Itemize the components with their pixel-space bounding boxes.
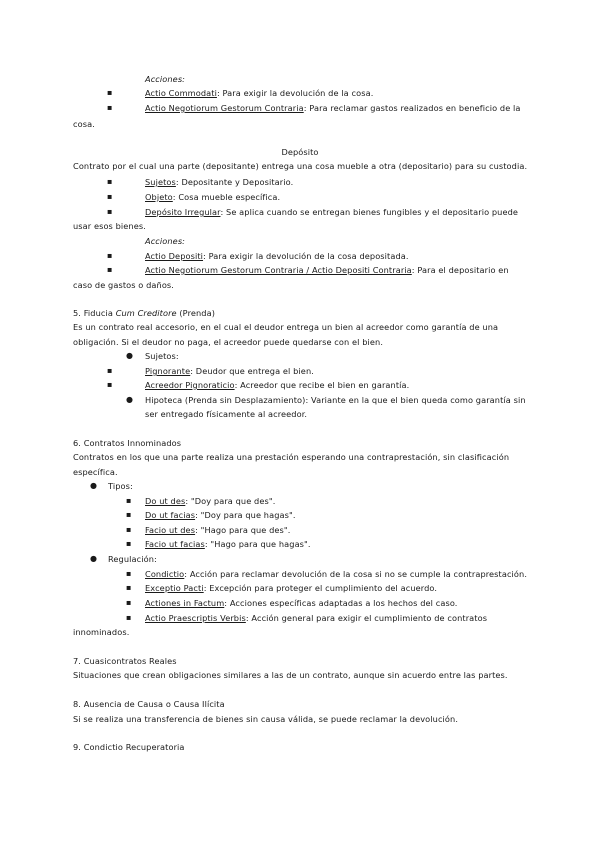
- bullet-square: ▪: [126, 496, 132, 505]
- term-acreedor-pignoraticio: Acreedor Pignoraticio: [145, 380, 235, 390]
- hipoteca-text: Hipoteca (Prenda sin Desplazamiento): Variante en la que el bien queda como garantía sin: [145, 395, 526, 405]
- heading-prefix: 5. Fiducia: [73, 308, 116, 318]
- bullet-dot: ●: [90, 481, 97, 490]
- list-item: [145, 251, 409, 261]
- bullet-square: ▪: [126, 598, 132, 607]
- heading-suffix: (Prenda): [176, 308, 215, 318]
- term-sujetos: Sujetos: [145, 177, 176, 187]
- bullet-dot: ●: [126, 351, 133, 360]
- list-item: [145, 539, 311, 549]
- cuasicontratos-definition: Situaciones que crean obligaciones similares a las de un contrato, aunque sin acuerdo entre las partes.: [73, 670, 508, 680]
- condictio-heading: 9. Condictio Recuperatoria: [73, 742, 185, 752]
- bullet-square: ▪: [126, 539, 132, 548]
- acciones-label: Acciones:: [145, 236, 186, 246]
- list-item: [145, 265, 509, 275]
- item-text: : Para exigir la devolución de la cosa.: [216, 88, 374, 98]
- term-deposito-irregular: Depósito Irregular: [145, 207, 221, 217]
- list-item: [145, 525, 290, 535]
- item-text: : Cosa mueble específica.: [172, 192, 281, 202]
- list-item: [145, 192, 280, 202]
- term-actio-praescriptis-verbis: Actio Praescriptis Verbis: [145, 613, 246, 623]
- item-text: : "Doy para que des".: [185, 496, 276, 506]
- innominados-definition-cont: específica.: [73, 467, 118, 477]
- term-actio-depositi-contraria: Actio Negotiorum Gestorum Contraria / Actio Depositi Contraria: [145, 265, 412, 275]
- term-facio-ut-facias: Facio ut facias: [145, 539, 205, 549]
- list-item: [145, 207, 518, 217]
- innominados-definition: Contratos en los que una parte realiza una prestación esperando una contraprestación, sin clasificación: [73, 452, 510, 462]
- bullet-square: ▪: [107, 192, 113, 201]
- bullet-square: ▪: [126, 525, 132, 534]
- cuasicontratos-heading: 7. Cuasicontratos Reales: [73, 656, 177, 666]
- bullet-square: ▪: [107, 88, 113, 97]
- item-text: : "Doy para que hagas".: [195, 510, 296, 520]
- item-continuation: cosa.: [73, 119, 95, 129]
- item-text: : "Hago para que hagas".: [204, 539, 311, 549]
- term-actiones-in-factum: Actiones in Factum: [145, 598, 225, 608]
- ausencia-definition: Si se realiza una transferencia de bienes sin causa válida, se puede reclamar la devolución.: [73, 714, 459, 724]
- bullet-square: ▪: [107, 207, 113, 216]
- term-pignorante: Pignorante: [145, 366, 191, 376]
- ausencia-heading: 8. Ausencia de Causa o Causa Ilícita: [73, 699, 225, 709]
- deposito-title: Depósito: [281, 147, 319, 157]
- fiducia-definition-cont: obligación. Si el deudor no paga, el acreedor puede quedarse con el bien.: [73, 337, 384, 347]
- item-text: : Depositante y Depositario.: [175, 177, 294, 187]
- item-text: : Para exigir la devolución de la cosa depositada.: [203, 251, 409, 261]
- bullet-square: ▪: [107, 251, 113, 260]
- term-actio-commodati: Actio Commodati: [145, 88, 217, 98]
- list-item: [145, 177, 293, 187]
- term-actio-negotiorum: Actio Negotiorum Gestorum Contraria: [145, 103, 304, 113]
- bullet-square: ▪: [107, 380, 113, 389]
- list-item: [145, 380, 409, 390]
- item-continuation: caso de gastos o daños.: [73, 280, 174, 290]
- deposito-definition: Contrato por el cual una parte (depositante) entrega una cosa mueble a otra (depositario) para su custodia.: [73, 161, 528, 171]
- bullet-square: ▪: [126, 569, 132, 578]
- bullet-square: ▪: [107, 265, 113, 274]
- list-item: [145, 510, 296, 520]
- bullet-square: ▪: [107, 103, 113, 112]
- bullet-square: ▪: [107, 366, 113, 375]
- item-text: : Excepción para proteger el cumplimiento del acuerdo.: [203, 583, 438, 593]
- hipoteca-text-cont: ser entregado físicamente al acreedor.: [145, 409, 308, 419]
- list-item: [145, 598, 458, 608]
- fiducia-definition: Es un contrato real accesorio, en el cual el deudor entrega un bien al acreedor como garantía de una: [73, 322, 499, 332]
- tipos-label: Tipos:: [108, 481, 133, 491]
- fiducia-heading: [73, 308, 215, 318]
- heading-italic: Cum Creditore: [115, 308, 177, 318]
- term-do-ut-des: Do ut des: [145, 496, 186, 506]
- item-text: : Se aplica cuando se entregan bienes fungibles y el depositario puede: [220, 207, 519, 217]
- term-actio-depositi: Actio Depositi: [145, 251, 204, 261]
- item-continuation: innominados.: [73, 627, 130, 637]
- innominados-heading: 6. Contratos Innominados: [73, 438, 182, 448]
- list-item: [145, 103, 521, 113]
- item-text: : Acciones específicas adaptadas a los hechos del caso.: [224, 598, 458, 608]
- item-text: : Acción general para exigir el cumplimiento de contratos: [245, 613, 488, 623]
- bullet-dot: ●: [126, 395, 133, 404]
- item-text: : Para reclamar gastos realizados en beneficio de la: [303, 103, 521, 113]
- acciones-label: Acciones:: [145, 74, 186, 84]
- term-condictio: Condictio: [145, 569, 185, 579]
- list-item: [145, 366, 314, 376]
- term-exceptio-pacti: Exceptio Pacti: [145, 583, 204, 593]
- bullet-square: ▪: [126, 510, 132, 519]
- item-continuation: usar esos bienes.: [73, 221, 146, 231]
- item-text: : "Hago para que des".: [195, 525, 291, 535]
- sujetos-label: Sujetos:: [145, 351, 179, 361]
- item-text: : Acreedor que recibe el bien en garantía.: [234, 380, 410, 390]
- list-item: [145, 569, 527, 579]
- list-item: [145, 496, 275, 506]
- bullet-square: ▪: [126, 613, 132, 622]
- item-text: : Deudor que entrega el bien.: [190, 366, 314, 376]
- list-item: [145, 583, 437, 593]
- list-item: [145, 88, 373, 98]
- term-objeto: Objeto: [145, 192, 173, 202]
- bullet-dot: ●: [90, 554, 97, 563]
- regulacion-label: Regulación:: [108, 554, 157, 564]
- item-text: : Para el depositario en: [411, 265, 509, 275]
- term-do-ut-facias: Do ut facias: [145, 510, 196, 520]
- item-text: : Acción para reclamar devolución de la cosa si no se cumple la contraprestación.: [184, 569, 528, 579]
- bullet-square: ▪: [126, 583, 132, 592]
- bullet-square: ▪: [107, 177, 113, 186]
- list-item: [145, 613, 487, 623]
- term-facio-ut-des: Facio ut des: [145, 525, 196, 535]
